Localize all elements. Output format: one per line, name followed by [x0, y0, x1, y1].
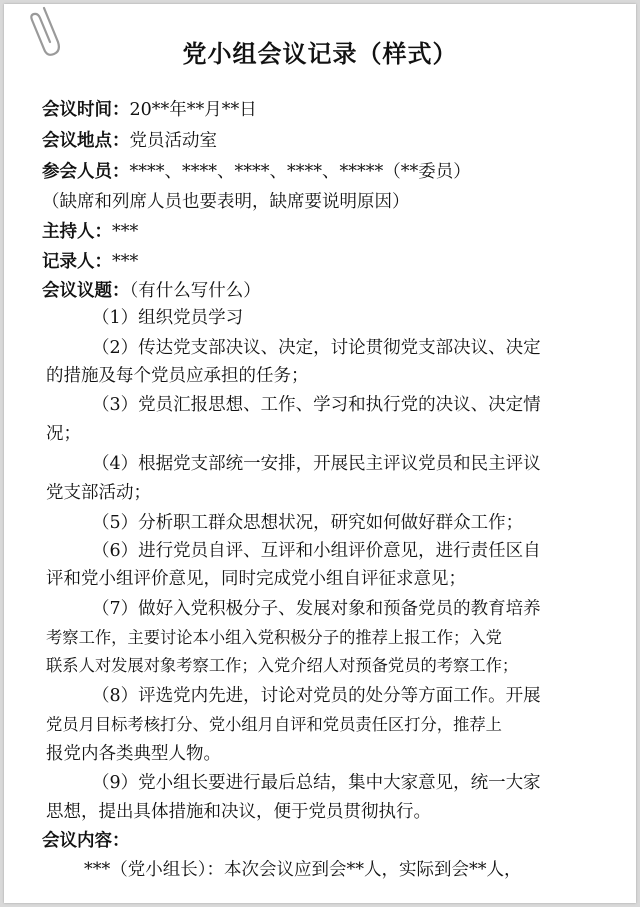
topic-line: 党支部活动； — [46, 483, 151, 503]
page-title: 党小组会议记录（样式） — [182, 40, 458, 68]
topic-line: （7）做好入党积极分子、发展对象和预备党员的教育培养 — [92, 599, 541, 619]
topic-line: 报党内各类典型人物。 — [46, 744, 221, 764]
topic-value: （有什么写什么） — [129, 281, 261, 301]
meeting-time-value: 20**年**月**日 — [129, 100, 257, 120]
meeting-time-label: 会议时间： — [42, 100, 130, 120]
topic-line: （6）进行党员自评、互评和小组评价意见，进行责任区自 — [92, 541, 541, 561]
topic-line: 联系人对发展对象考察工作；入党介绍人对预备党员的考察工作； — [46, 656, 519, 675]
attendees-label: 参会人员： — [42, 162, 130, 182]
content-row — [42, 831, 130, 851]
recorder-value: *** — [112, 252, 139, 272]
topic-line: （3）党员汇报思想、工作、学习和执行党的决议、决定情 — [92, 395, 541, 415]
attendees-row — [42, 162, 471, 182]
topic-line: （5）分析职工群众思想状况，研究如何做好群众工作； — [92, 513, 524, 533]
topic-label: 会议议题： — [42, 281, 130, 301]
meeting-place-label: 会议地点： — [42, 131, 130, 151]
recorder-row — [42, 252, 138, 272]
topic-line: （2）传达党支部决议、决定，讨论贯彻党支部决议、决定 — [92, 338, 541, 358]
meeting-place-value: 党员活动室 — [129, 131, 217, 151]
topic-line: 思想，提出具体措施和决议，便于党员贯彻执行。 — [46, 802, 431, 822]
host-value: *** — [112, 222, 139, 242]
topic-line: 况； — [46, 424, 81, 444]
topic-line: （9）党小组长要进行最后总结，集中大家意见，统一大家 — [92, 773, 541, 793]
topic-line: 党员月目标考核打分、党小组月自评和党员责任区打分，推荐上 — [46, 715, 502, 734]
topic-line: 评和党小组评价意见，同时完成党小组自评征求意见； — [46, 569, 466, 589]
absence-note: （缺席和列席人员也要表明，缺席要说明原因） — [42, 192, 410, 212]
topic-line: （4）根据党支部统一安排，开展民主评议党员和民主评议 — [92, 454, 541, 474]
host-row — [42, 222, 138, 242]
recorder-label: 记录人： — [42, 252, 112, 272]
topic-line: （8）评选党内先进，讨论对党员的处分等方面工作。开展 — [92, 686, 541, 706]
meeting-place-row — [42, 131, 217, 151]
content-first-line: ***（党小组长）：本次会议应到会**人，实际到会**人， — [84, 860, 522, 880]
topic-line: 的措施及每个党员应承担的任务； — [46, 366, 309, 386]
meeting-time-row — [42, 100, 257, 120]
topic-line: （1）组织党员学习 — [92, 308, 244, 328]
host-label: 主持人： — [42, 222, 112, 242]
attendees-value: ****、****、****、****、*****（**委员） — [129, 162, 471, 182]
content-label: 会议内容： — [42, 831, 130, 851]
topic-line: 考察工作，主要讨论本小组入党积极分子的推荐上报工作；入党 — [46, 628, 502, 647]
topic-row — [42, 281, 261, 301]
document-page — [4, 4, 636, 903]
